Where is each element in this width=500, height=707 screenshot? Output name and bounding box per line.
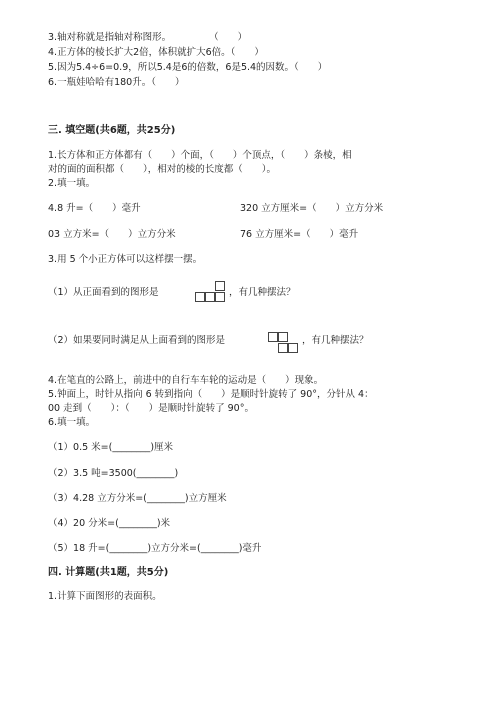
fill-q6-item-2: （2）3.5 吨=3500(________): [48, 468, 179, 479]
fill-q1-line2: 对的面的面积都（ ），相对的棱的长度都（ ）。: [48, 164, 277, 175]
top-view-figure: [268, 332, 300, 355]
front-view-square: [215, 281, 225, 291]
fill-q5-line1: 5.钟面上，时针从指向 6 转到指向（ ）是顺时针旋转了 90°，分针从 4：: [48, 389, 374, 400]
fill-q3-2-suffix: ，有几种摆法？: [302, 335, 369, 346]
fill-q2-title: 2.填一填。: [48, 178, 96, 189]
fill-q6-item-3: （3）4.28 立方分米=(________)立方厘米: [48, 493, 227, 504]
fill-q4: 4.在笔直的公路上，前进中的自行车车轮的运动是（ ）现象。: [48, 375, 324, 386]
front-view-square: [215, 292, 225, 302]
fill-q2-b: 320 立方厘米=（ ）立方分米: [240, 203, 384, 214]
judgement-item-5: 5.因为5.4÷6=0.9，所以5.4是6的倍数，6是5.4的因数。（ ）: [48, 62, 328, 73]
fill-q1-line1: 1.长方体和正方体都有（ ）个面，（ ）个顶点，（ ）条棱，相: [48, 150, 352, 161]
judgement-item-6: 6.一瓶娃哈哈有180升。（ ）: [48, 77, 185, 88]
top-view-square: [278, 343, 288, 353]
fill-q2-c: 03 立方米=（ ）立方分米: [48, 229, 176, 240]
top-view-square: [278, 332, 288, 342]
calc-q1: 1.计算下面图形的表面积。: [48, 591, 162, 602]
fill-q2-d: 76 立方厘米=（ ）毫升: [240, 229, 359, 240]
fill-q6-item-1: （1）0.5 米=(________)厘米: [48, 442, 174, 453]
fill-q3-2-prefix: （2）如果要同时满足从上面看到的图形是: [48, 335, 226, 346]
fill-q2-a: 4.8 升=（ ）毫升: [48, 203, 141, 214]
front-view-square: [205, 292, 215, 302]
fill-q6-title: 6.填一填。: [48, 417, 96, 428]
section-heading-fill-in: 三. 填空题(共6题，共25分): [48, 125, 176, 136]
judgement-item-3: 3.轴对称就是指轴对称图形。 （ ）: [48, 32, 248, 43]
front-view-square: [195, 292, 205, 302]
fill-q3-title: 3.用 5 个小正方体可以这样摆一摆。: [48, 254, 203, 265]
fill-q5-line2: 00 走到（ ）：（ ）是顺时针旋转了 90°。: [48, 403, 254, 414]
top-view-square: [268, 332, 278, 342]
fill-q3-1-suffix: ，有几种摆法？: [229, 287, 296, 298]
judgement-item-4: 4.正方体的棱长扩大2倍，体积就扩大6倍。（ ）: [48, 47, 264, 58]
fill-q3-1-prefix: （1）从正面看到的图形是: [48, 287, 159, 298]
fill-q6-item-5: （5）18 升=(________)立方分米=(________)毫升: [48, 543, 262, 554]
section-heading-calculation: 四. 计算题(共1题，共5分): [48, 567, 169, 578]
top-view-square: [288, 343, 298, 353]
fill-q6-item-4: （4）20 分米=(________)米: [48, 518, 171, 529]
